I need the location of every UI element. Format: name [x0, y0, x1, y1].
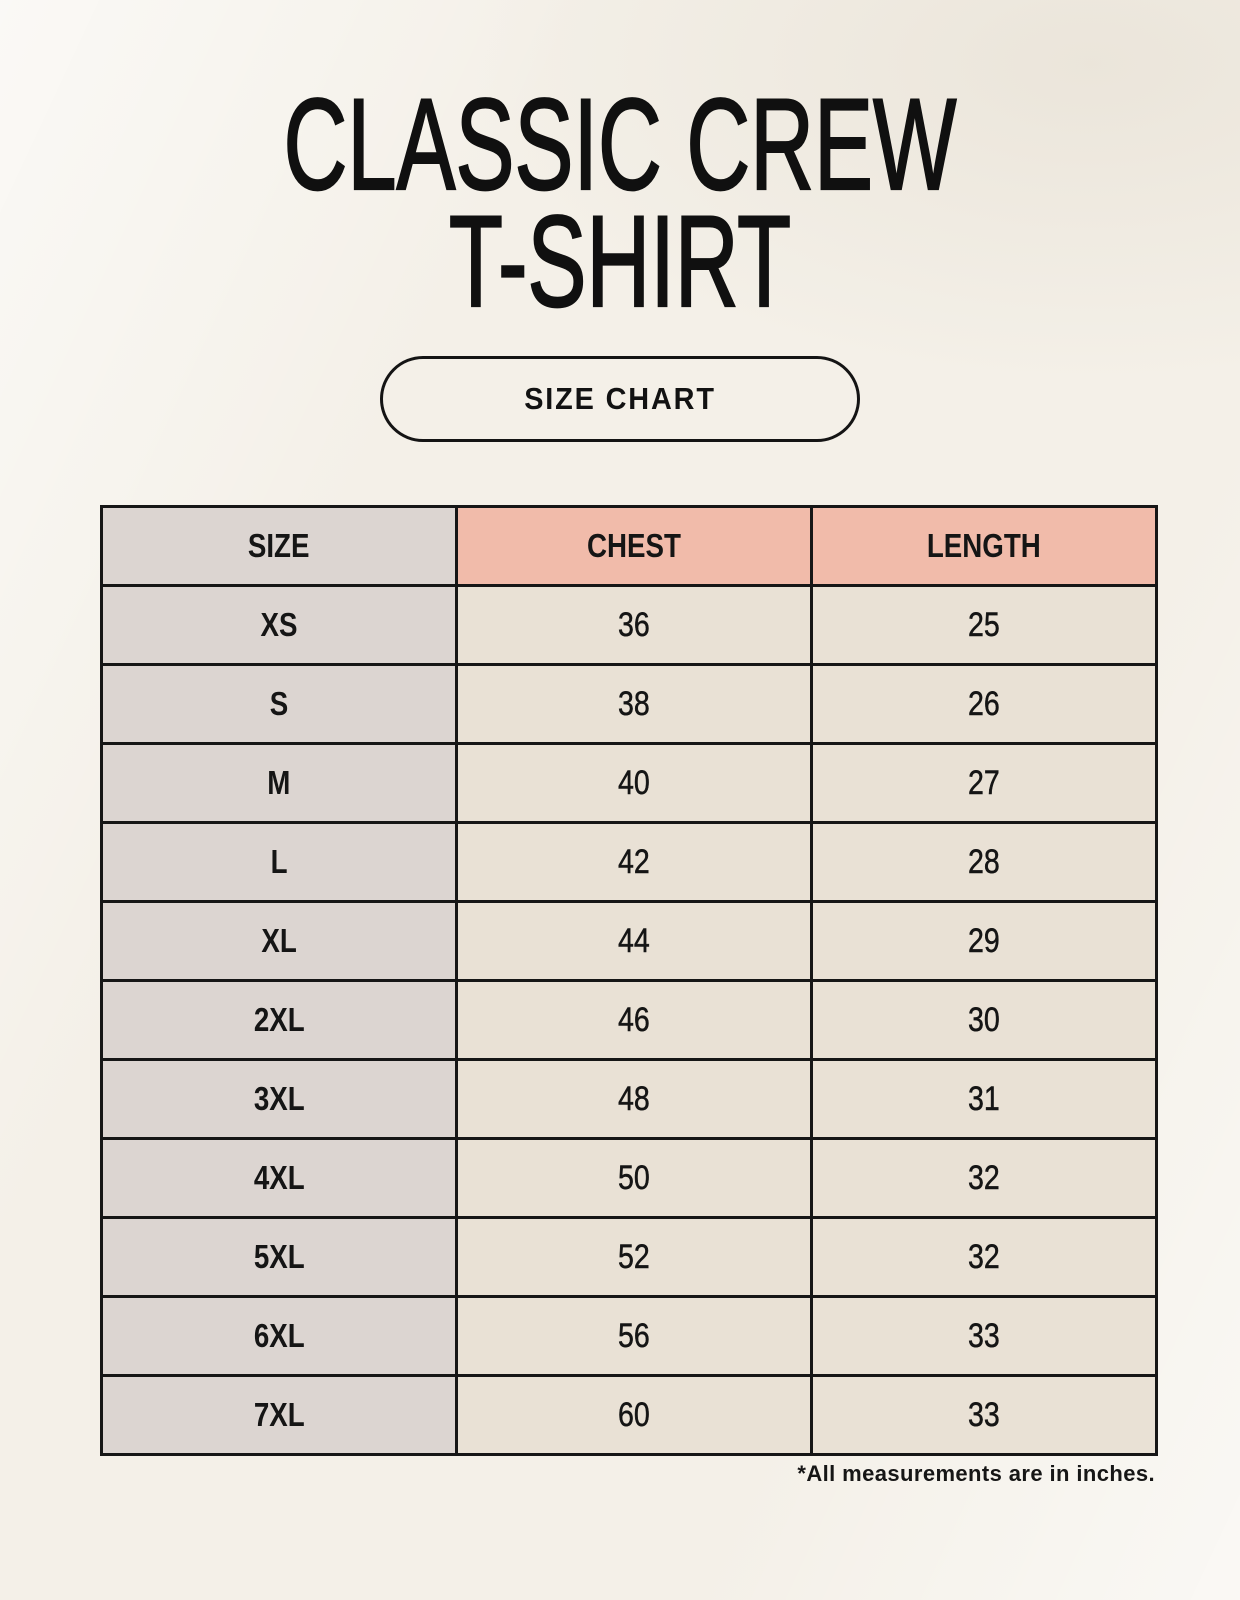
- table-body: [102, 586, 1157, 1455]
- cell-value: 36: [618, 605, 650, 644]
- cell-value: 30: [968, 1000, 1000, 1039]
- cell-value: 48: [618, 1079, 650, 1118]
- length-cell: [812, 1139, 1157, 1218]
- cell-value: 28: [968, 842, 1000, 881]
- size-cell: [102, 1139, 457, 1218]
- column-header-size: [102, 507, 457, 586]
- table-row: [102, 665, 1157, 744]
- size-cell: [102, 586, 457, 665]
- cell-value: XS: [260, 606, 298, 643]
- size-chart-button[interactable]: [380, 356, 860, 442]
- table-row: [102, 1297, 1157, 1376]
- size-cell: [102, 823, 457, 902]
- cell-value: 60: [618, 1395, 650, 1434]
- size-cell: [102, 665, 457, 744]
- cell-value: S: [269, 685, 289, 722]
- table-row: [102, 1060, 1157, 1139]
- table-row: [102, 586, 1157, 665]
- table-row: [102, 1218, 1157, 1297]
- length-cell: [812, 1218, 1157, 1297]
- cell-value: 42: [618, 842, 650, 881]
- length-cell: [812, 981, 1157, 1060]
- size-chart-table: [100, 505, 1158, 1456]
- length-cell: [812, 823, 1157, 902]
- length-cell: [812, 902, 1157, 981]
- column-header-length: [812, 507, 1157, 586]
- cell-value: 26: [968, 684, 1000, 723]
- cell-value: M: [267, 764, 291, 801]
- column-header-label: LENGTH: [927, 527, 1041, 564]
- table-row: [102, 981, 1157, 1060]
- page-title-line-1: CLASSIC CREW: [283, 71, 957, 217]
- table-row: [102, 744, 1157, 823]
- cell-value: XL: [261, 922, 297, 959]
- size-cell: [102, 1218, 457, 1297]
- chest-cell: [457, 1139, 812, 1218]
- cell-value: 46: [618, 1000, 650, 1039]
- size-cell: [102, 1376, 457, 1455]
- cell-value: 27: [968, 763, 1000, 802]
- table-row: [102, 1376, 1157, 1455]
- chest-cell: [457, 744, 812, 823]
- cell-value: 33: [968, 1316, 1000, 1355]
- page-title: [198, 71, 1041, 334]
- cell-value: 7XL: [253, 1396, 305, 1433]
- cell-value: 25: [968, 605, 1000, 644]
- cell-value: 3XL: [253, 1080, 305, 1117]
- measurements-footnote: *All measurements are in inches.: [797, 1461, 1155, 1486]
- chest-cell: [457, 665, 812, 744]
- chest-cell: [457, 1060, 812, 1139]
- cell-value: 40: [618, 763, 650, 802]
- length-cell: [812, 665, 1157, 744]
- size-cell: [102, 1060, 457, 1139]
- size-chart-button-label: SIZE CHART: [524, 381, 716, 416]
- length-cell: [812, 1060, 1157, 1139]
- cell-value: 29: [968, 921, 1000, 960]
- cell-value: 32: [968, 1158, 1000, 1197]
- cell-value: 2XL: [253, 1001, 305, 1038]
- cell-value: 4XL: [253, 1159, 305, 1196]
- cell-value: 32: [968, 1237, 1000, 1276]
- column-header-label: CHEST: [587, 527, 681, 564]
- table-row: [102, 902, 1157, 981]
- cell-value: 50: [618, 1158, 650, 1197]
- chest-cell: [457, 1218, 812, 1297]
- length-cell: [812, 586, 1157, 665]
- page-title-line-2: T-SHIRT: [448, 188, 792, 334]
- chest-cell: [457, 1297, 812, 1376]
- table-header: [102, 507, 1157, 586]
- chest-cell: [457, 981, 812, 1060]
- cell-value: 31: [968, 1079, 1000, 1118]
- table-header-row: [102, 507, 1157, 586]
- cell-value: 6XL: [253, 1317, 305, 1354]
- size-cell: [102, 744, 457, 823]
- size-cell: [102, 981, 457, 1060]
- table-row: [102, 823, 1157, 902]
- chest-cell: [457, 1376, 812, 1455]
- table-row: [102, 1139, 1157, 1218]
- column-header-label: SIZE: [248, 527, 310, 564]
- chest-cell: [457, 586, 812, 665]
- cell-value: 52: [618, 1237, 650, 1276]
- size-cell: [102, 1297, 457, 1376]
- length-cell: [812, 1376, 1157, 1455]
- cell-value: 38: [618, 684, 650, 723]
- cell-value: 44: [618, 921, 650, 960]
- length-cell: [812, 744, 1157, 823]
- chest-cell: [457, 902, 812, 981]
- cell-value: 33: [968, 1395, 1000, 1434]
- chest-cell: [457, 823, 812, 902]
- size-cell: [102, 902, 457, 981]
- cell-value: L: [270, 843, 288, 880]
- column-header-chest: [457, 507, 812, 586]
- cell-value: 56: [618, 1316, 650, 1355]
- length-cell: [812, 1297, 1157, 1376]
- cell-value: 5XL: [253, 1238, 305, 1275]
